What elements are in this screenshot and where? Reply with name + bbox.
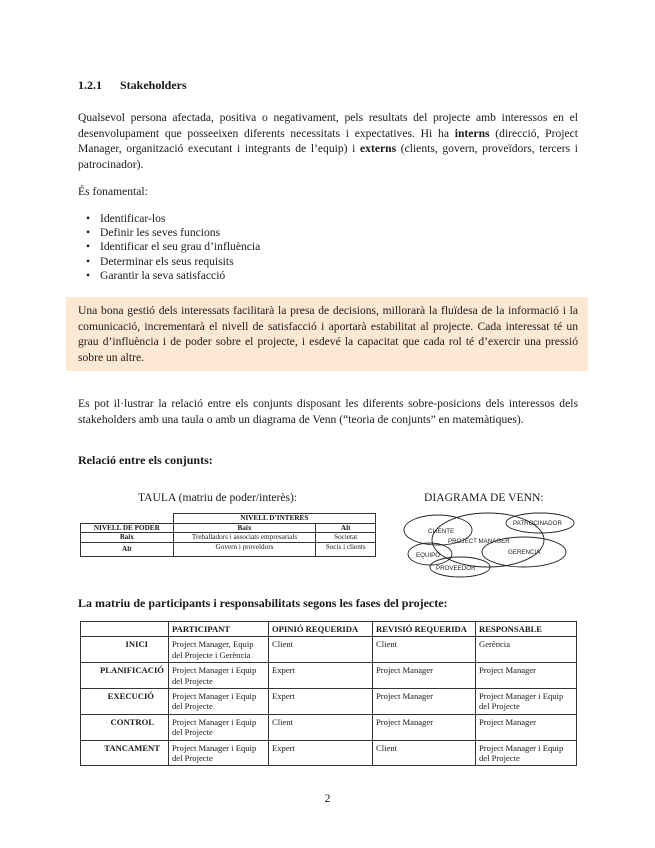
table-cell: Project Manager i Equip del Projecte — [169, 740, 269, 766]
section-title: Stakeholders — [120, 78, 187, 92]
venn-label-patrocinador: PATROCINADOR — [513, 520, 562, 527]
table-cell: Project Manager — [373, 663, 476, 689]
intro-text-2: (direcció, Project Manager, organització executant i integrants de l’equip) i — [78, 126, 578, 156]
table-cell: Societat — [316, 533, 376, 543]
fonamental-label: És fonamental: — [78, 185, 148, 198]
highlight-note-box — [66, 297, 588, 371]
table-row — [81, 523, 376, 533]
externs-bold: externs — [360, 142, 397, 156]
table-cell: Govern i proveïdors — [173, 542, 316, 556]
list-item: • Determinar els seus requisits — [100, 255, 260, 269]
table-cell: Socis i clients — [316, 542, 376, 556]
col-header-baix: Baix — [173, 523, 316, 533]
table-cell: Client — [373, 637, 476, 663]
row-header-alt: Alt — [81, 542, 174, 556]
table-cell: Expert — [269, 663, 373, 689]
table-row — [81, 740, 577, 766]
table-row — [81, 637, 577, 663]
interest-header: NIVELL D’INTERÈS — [173, 514, 375, 524]
interns-bold: interns — [454, 126, 490, 140]
venn-label-proveedor: PROVEEDOR — [436, 565, 476, 572]
page-number: 2 — [324, 792, 331, 805]
table-cell: Project Manager — [476, 663, 577, 689]
table-header-row — [81, 622, 577, 637]
table-row — [81, 542, 376, 556]
power-interest-table — [80, 513, 376, 557]
table-cell: Project Manager i Equip del Projecte — [169, 689, 269, 715]
header-cell: RESPONSABLE — [476, 622, 577, 637]
header-cell: PARTICIPANT — [169, 622, 269, 637]
table-cell: Expert — [269, 740, 373, 766]
list-item: • Identificar-los — [100, 212, 260, 226]
table-cell: Expert — [269, 689, 373, 715]
table-row — [81, 663, 577, 689]
list-item: • Definir les seves funcions — [100, 226, 260, 240]
table-cell: Project Manager i Equip del Projecte — [476, 689, 577, 715]
table-cell-empty — [81, 514, 174, 524]
phase-cell: PLANIFICACIÓ — [81, 663, 169, 689]
list-item: • Garantir la seva satisfacció — [100, 269, 260, 283]
section-number: 1.2.1 — [78, 78, 102, 92]
phase-cell: EXECUCIÓ — [81, 689, 169, 715]
row-header-baix: Baix — [81, 533, 174, 543]
bullet-list — [100, 212, 260, 283]
table-cell: Project Manager i Equip del Projecte — [169, 714, 269, 740]
list-item: • Identificar el seu grau d’influència — [100, 240, 260, 254]
table-cell: Project Manager — [476, 714, 577, 740]
header-cell: OPINIÓ REQUERIDA — [269, 622, 373, 637]
venn-label-equip: EQUIPO — [416, 552, 441, 559]
matriu-heading: La matriu de participants i responsabilitats segons les fases del projecte: — [78, 596, 448, 610]
taula-caption: TAULA (matriu de poder/interès): — [138, 491, 298, 504]
phase-cell: CONTROL — [81, 714, 169, 740]
table-cell: Gerència — [476, 637, 577, 663]
phase-cell: TANCAMENT — [81, 740, 169, 766]
table-row — [81, 689, 577, 715]
relacio-heading: Relació entre els conjunts: — [78, 453, 213, 467]
table-cell: Treballadors i associats empresarials — [173, 533, 316, 543]
venn-label-pm: PROJECT MANAGER — [448, 538, 510, 545]
table-row — [81, 514, 376, 524]
intro-paragraph — [78, 110, 578, 172]
venn-label-client: CLIENTE — [428, 528, 455, 535]
table-row — [81, 533, 376, 543]
table-cell: Project Manager — [373, 714, 476, 740]
power-header: NIVELL DE PODER — [81, 523, 174, 533]
venn-label-gerencia: GERENCIA — [508, 549, 541, 556]
table-cell: Client — [373, 740, 476, 766]
phase-cell: INICI — [81, 637, 169, 663]
table-row — [81, 714, 577, 740]
table-cell: Client — [269, 637, 373, 663]
intro-text-1: Qualsevol persona afectada, positiva o negativament, pels resultats del projecte amb interessos en el desenvolupament que posseeixen diferents necessitats i expectatives. Hi ha — [78, 111, 578, 140]
table-cell: Project Manager i Equip del Projecte — [169, 663, 269, 689]
participants-matrix-table — [80, 621, 577, 766]
table-cell: Client — [269, 714, 373, 740]
venn-caption: DIAGRAMA DE VENN: — [424, 491, 544, 504]
highlight-note-text: Una bona gestió dels interessats facilitarà la presa de decisions, millorarà la fluïdesa de la informació i la comunicació, incrementarà el nivell de satisfacció i aportarà estabilitat al projecte. Cada interessat té un grau d’influència i de poder sobre el projecte, i esdevé la capacitat que cada rol té d’exercir una pressió sobre un altre. — [78, 304, 578, 364]
section-heading — [78, 78, 187, 93]
header-cell — [81, 622, 169, 637]
venn-diagram — [400, 508, 585, 583]
intro-text-3: (clients, govern, proveïdors, tercers i patrocinador). — [78, 142, 578, 171]
table-cell: Project Manager, Equip del Projecte i Gerència — [169, 637, 269, 663]
header-cell: REVISIÓ REQUERIDA — [373, 622, 476, 637]
col-header-alt: Alt — [316, 523, 376, 533]
table-cell: Project Manager — [373, 689, 476, 715]
illustrate-paragraph: Es pot il·lustrar la relació entre els conjunts disposant les diferents sobre-posicions dels interessos dels stakeholders amb una taula o amb un diagrama de Venn (“teoria de conjunts” en matemàtiques). — [78, 397, 578, 426]
table-cell: Project Manager i Equip del Projecte — [476, 740, 577, 766]
